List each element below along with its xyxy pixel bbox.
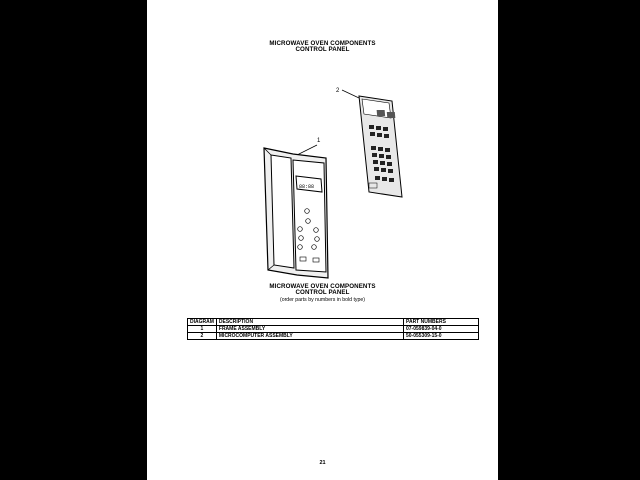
table-row [188, 326, 479, 333]
parts-page [147, 0, 498, 480]
parts-table-header [188, 319, 479, 326]
row-diagram: 2 [188, 333, 217, 340]
microcomputer-assembly [359, 96, 402, 197]
control-panel-diagram [147, 0, 498, 280]
row-part-number: 07-059839-04-0 [404, 326, 479, 333]
frame-assembly [264, 148, 328, 278]
row-description: MICROCOMPUTER ASSEMBLY [216, 333, 403, 340]
diagram-caption-subtitle: CONTROL PANEL [295, 289, 350, 296]
row-diagram: 1 [188, 326, 217, 333]
page-title: MICROWAVE OVEN COMPONENTS [269, 40, 376, 47]
page-number: 21 [319, 460, 326, 466]
row-part-number: 50-055309-15-0 [404, 333, 479, 340]
diagram-caption-note: (order parts by numbers in bold type) [279, 297, 366, 303]
frame-display-text: 88:88 [299, 184, 315, 190]
row-description: FRAME ASSEMBLY [216, 326, 403, 333]
header-part-numbers: PART NUMBERS [404, 319, 479, 326]
header-diagram: DIAGRAM [188, 319, 217, 326]
callout-2-leader [342, 90, 359, 98]
header-description: DESCRIPTION [216, 319, 403, 326]
callout-1-label: 1 [317, 138, 321, 144]
page-subtitle: CONTROL PANEL [295, 46, 350, 53]
table-row [188, 333, 479, 340]
callout-2-label: 2 [336, 88, 340, 94]
parts-table [187, 318, 479, 340]
diagram-caption-title: MICROWAVE OVEN COMPONENTS [269, 283, 376, 290]
